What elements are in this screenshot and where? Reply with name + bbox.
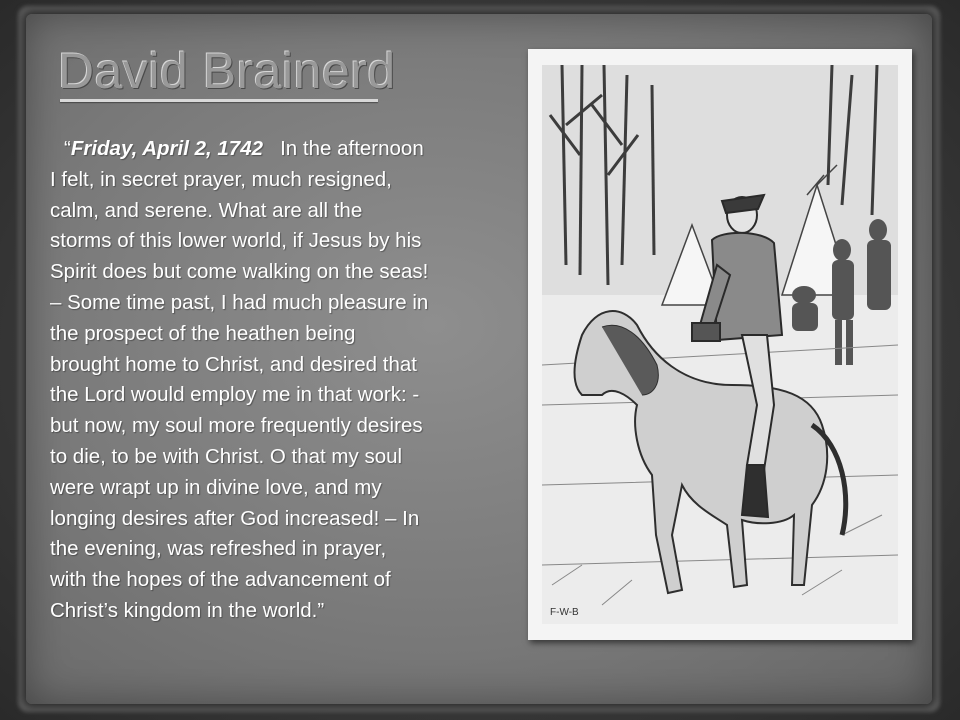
journal-line: calm, and serene. What are all the <box>50 198 363 222</box>
journal-line-text: In the afternoon <box>280 137 424 160</box>
illustration-frame <box>528 49 912 640</box>
journal-line: to die, to be with Christ. O that my soul <box>50 444 403 468</box>
journal-line: but now, my soul more frequently desires <box>50 414 423 438</box>
journal-line: brought home to Christ, and desired that <box>50 352 417 376</box>
journal-line: were wrapt up in divine love, and my <box>50 475 382 499</box>
journal-line: Christ’s kingdom in the world.” <box>50 598 325 622</box>
journal-line: storms of this lower world, if Jesus by his <box>50 229 422 253</box>
journal-line <box>50 134 510 165</box>
journal-line: longing desires after God increased! – In <box>50 506 420 530</box>
title-underline <box>60 99 378 102</box>
illustration-brainerd-on-horseback <box>542 65 898 624</box>
journal-line: the evening, was refreshed in prayer, <box>50 537 387 561</box>
journal-line: Spirit does but come walking on the seas! <box>50 260 429 284</box>
journal-line: with the hopes of the advancement of <box>50 568 391 592</box>
slide-title: David Brainerd <box>58 43 396 99</box>
open-quote: “ <box>64 137 71 160</box>
journal-line: the prospect of the heathen being <box>50 321 356 345</box>
journal-line: – Some time past, I had much pleasure in <box>50 290 429 314</box>
journal-date: Friday, April 2, 1742 <box>70 137 264 160</box>
journal-quote <box>50 134 510 627</box>
illustration-signature: F-W-B <box>550 607 579 618</box>
journal-line: I felt, in secret prayer, much resigned, <box>50 167 392 191</box>
engraving-illustration <box>542 65 898 624</box>
journal-line: the Lord would employ me in that work: - <box>50 383 420 407</box>
